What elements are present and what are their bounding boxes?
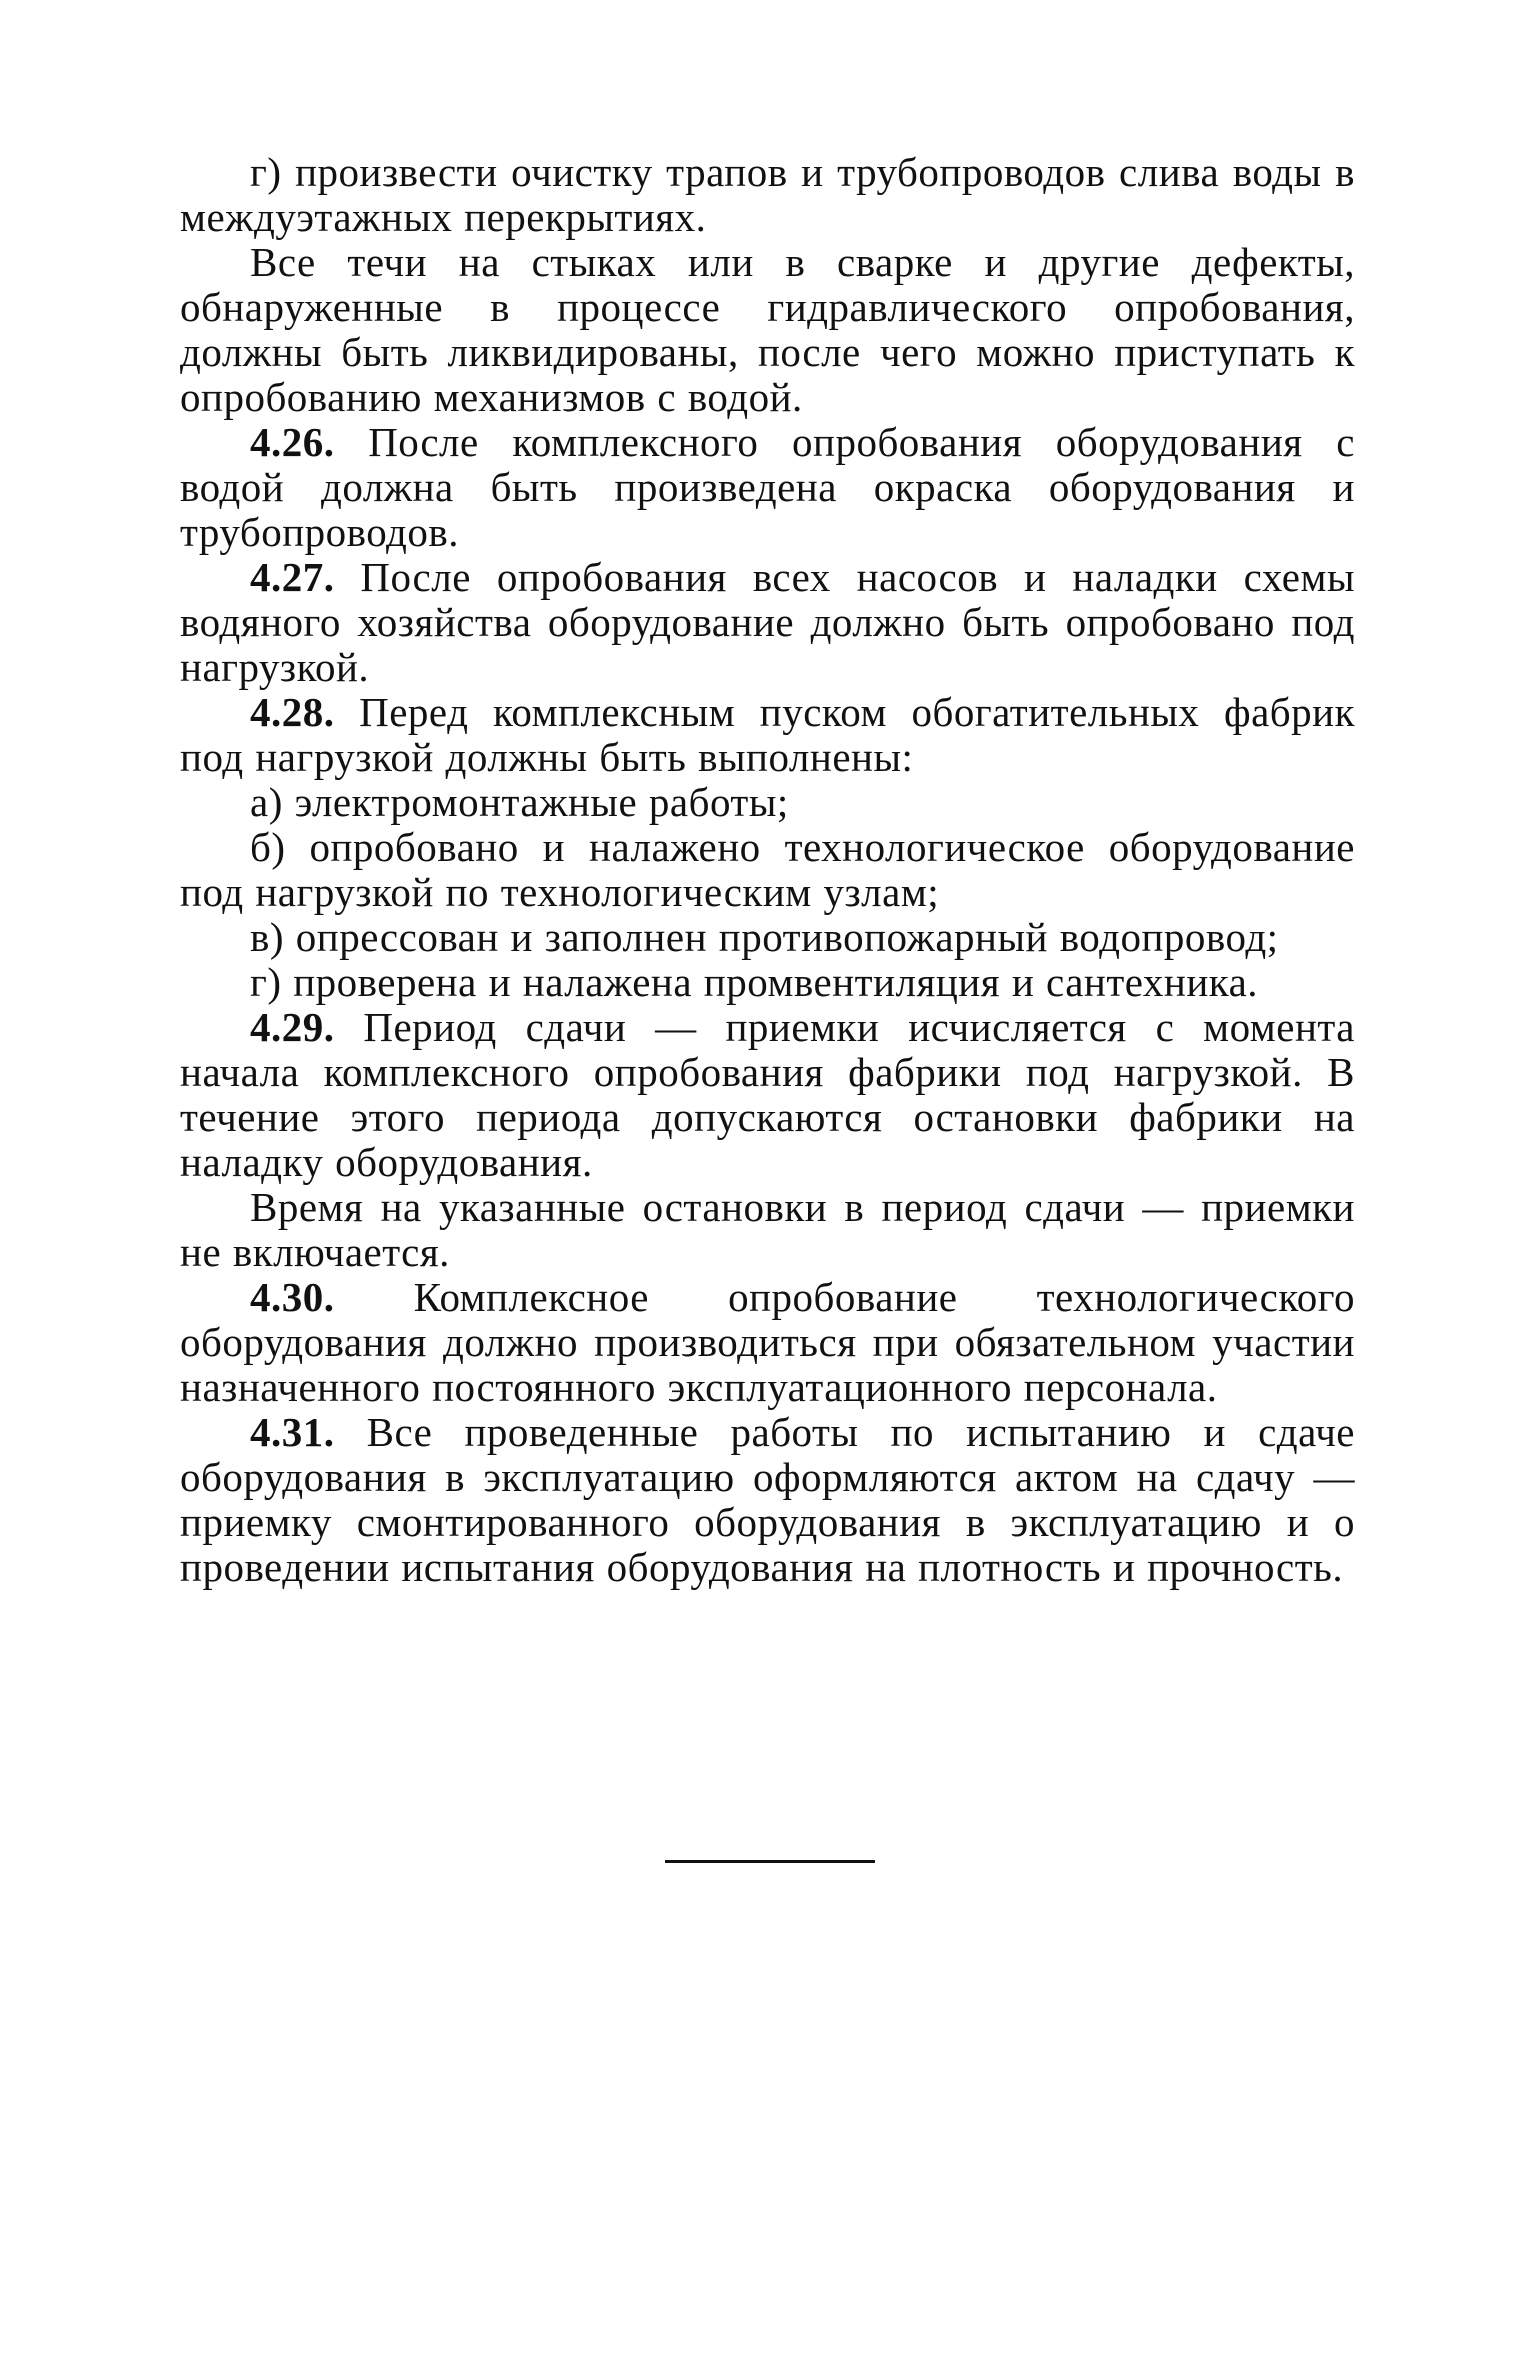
paragraph-item-g-cleaning [180,150,1355,240]
paragraph-text: а) электромонтажные работы; [250,779,789,825]
paragraph-item-a [180,780,1355,825]
paragraph-number: 4.31. [250,1409,335,1455]
paragraph-4-30 [180,1275,1355,1410]
paragraph-text: Перед комплексным пуском обогатительных фабрик под нагрузкой должны быть выполнены: [180,689,1356,780]
paragraph-text: Комплексное опробование технологического оборудования должно производиться при обязательном участии назначенного постоянного эксплуатационного персонала. [180,1274,1355,1410]
paragraph-4-27 [180,555,1355,690]
end-divider-line [665,1860,875,1863]
paragraph-number: 4.28. [250,689,335,735]
paragraph-text: Период сдачи — приемки исчисляется с момента начала комплексного опробования фабрики под нагрузкой. В течение этого периода допускаются остановки фабрики на наладку оборудования. [180,1004,1355,1185]
paragraph-text: После комплексного опробования оборудования с водой должна быть произведена окраска оборудования и трубопроводов. [180,419,1356,555]
paragraph-text: Время на указанные остановки в период сдачи — приемки не включается. [180,1184,1355,1275]
paragraph-number: 4.30. [250,1274,335,1320]
paragraph-4-31 [180,1410,1355,1590]
paragraph-number: 4.29. [250,1004,335,1050]
paragraph-text: Все проведенные работы по испытанию и сдаче оборудования в эксплуатацию оформляются актом на сдачу — приемку смонтированного оборудования в эксплуатацию и о проведении испытания оборудования на плотность и прочность. [180,1409,1356,1590]
paragraph-4-28 [180,690,1355,780]
paragraph-item-b [180,825,1355,915]
paragraph-item-g-ventilation [180,960,1355,1005]
paragraph-4-26 [180,420,1355,555]
paragraph-text: в) опрессован и заполнен противопожарный водопровод; [250,914,1279,960]
paragraph-leaks [180,240,1355,420]
paragraph-item-v [180,915,1355,960]
paragraph-text: г) проверена и налажена промвентиляция и сантехника. [250,959,1259,1005]
paragraph-4-29 [180,1005,1355,1185]
paragraph-text: Все течи на стыках или в сварке и другие дефекты, обнаруженные в процессе гидравлического опробования, должны быть ликвидированы, после чего можно приступать к опробованию механизмов с водой. [180,239,1355,420]
paragraph-stoppage-time [180,1185,1355,1275]
paragraph-text: г) произвести очистку трапов и трубопроводов слива воды в междуэтажных перекрытиях. [180,149,1355,240]
paragraph-text: б) опробовано и налажено технологическое оборудование под нагрузкой по технологическим узлам; [180,824,1355,915]
paragraph-text: После опробования всех насосов и наладки схемы водяного хозяйства оборудование должно быть опробовано под нагрузкой. [180,554,1355,690]
document-body [180,150,1355,1590]
paragraph-number: 4.27. [250,554,335,600]
paragraph-number: 4.26. [250,419,335,465]
